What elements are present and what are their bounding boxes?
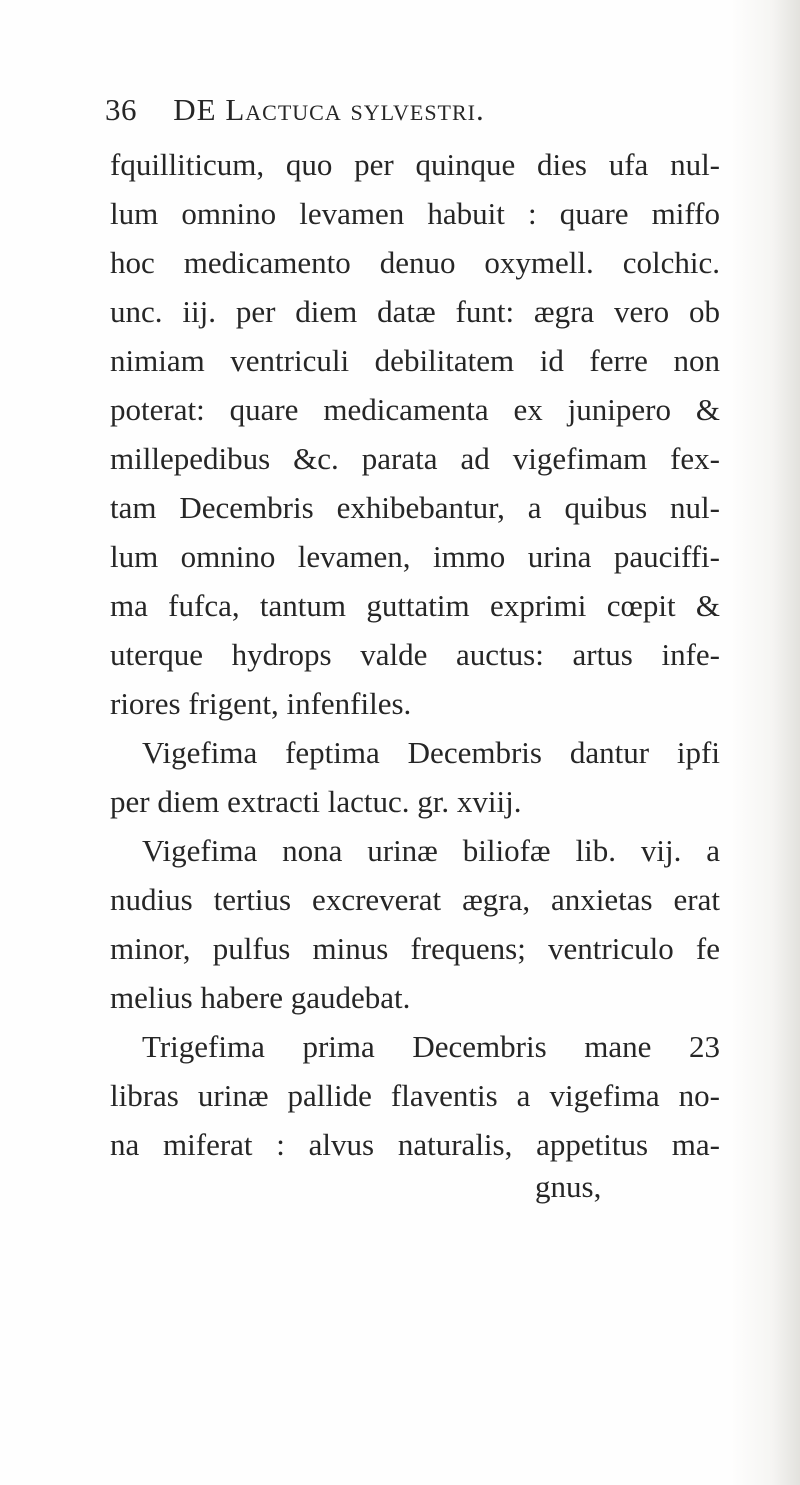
text-line: poterat: quare medicamenta ex junipero & xyxy=(110,392,720,427)
page-edge-shadow xyxy=(730,0,800,1485)
running-header xyxy=(105,92,705,140)
text-line: uterque hydrops valde auctus: artus infe- xyxy=(110,637,720,672)
text-line: melius habere gaudebat. xyxy=(110,980,411,1015)
text-line: tam Decembris exhibebantur, a quibus nul- xyxy=(110,490,720,525)
text-line: riores frigent, infenfiles. xyxy=(110,686,412,721)
text-line: minor, pulfus minus frequens; ventriculo fe xyxy=(110,931,720,966)
text-line: unc. iij. per diem datæ funt: ægra vero ob xyxy=(110,294,720,329)
text-line: libras urinæ pallide flaventis a vigefima no- xyxy=(110,1078,720,1113)
text-line: ma fufca, tantum guttatim exprimi cœpit & xyxy=(110,588,720,623)
text-line: lum omnino levamen, immo urina pauciffi- xyxy=(110,539,720,574)
body-text xyxy=(110,140,720,1169)
page-number: 36 xyxy=(105,92,137,127)
running-title: DE Lactuca sylvestri. xyxy=(173,92,485,127)
text-line: nimiam ventriculi debilitatem id ferre non xyxy=(110,343,720,378)
text-line: Vigefima feptima Decembris dantur ipfi xyxy=(142,735,720,770)
catchword: gnus, xyxy=(535,1169,602,1204)
text-line: per diem extracti lactuc. gr. xviij. xyxy=(110,784,522,819)
text-line: na miferat : alvus naturalis, appetitus ma- xyxy=(110,1127,720,1162)
text-line: millepedibus &c. parata ad vigefimam fex- xyxy=(110,441,720,476)
text-line: hoc medicamento denuo oxymell. colchic. xyxy=(110,245,720,280)
text-line: nudius tertius excreverat ægra, anxietas erat xyxy=(110,882,720,917)
text-line: lum omnino levamen habuit : quare miffo xyxy=(110,196,720,231)
text-line: Vigefima nona urinæ biliofæ lib. vij. a xyxy=(142,833,720,868)
text-line: Trigefima prima Decembris mane 23 xyxy=(142,1029,720,1064)
text-line: fquilliticum, quo per quinque dies ufa nul- xyxy=(110,147,720,182)
